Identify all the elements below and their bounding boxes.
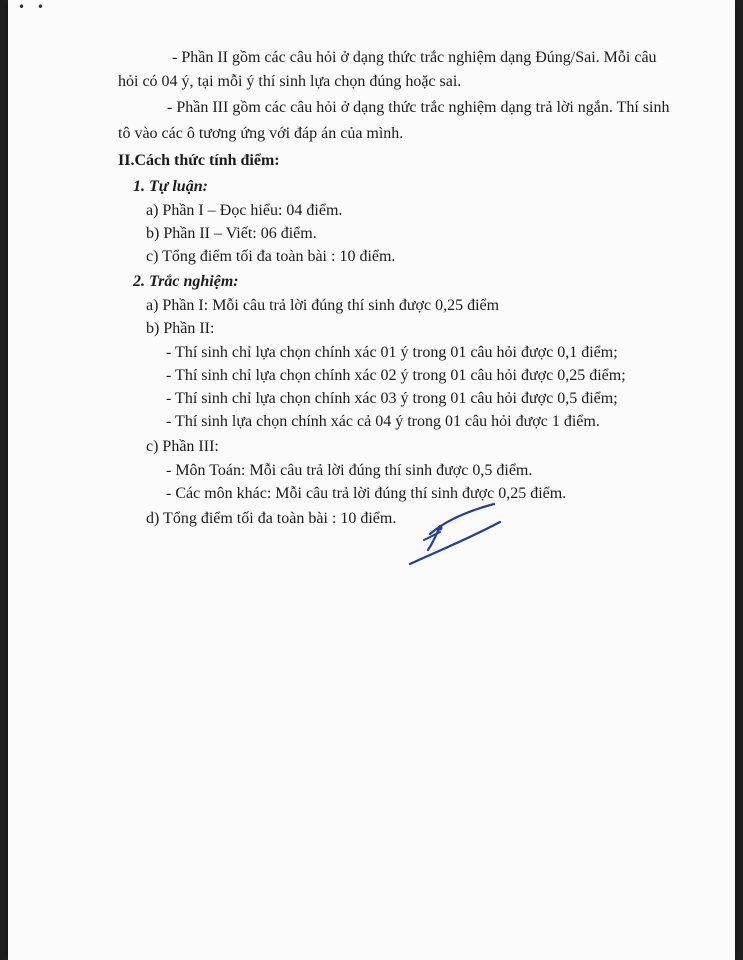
section-heading: II.Cách thức tính điểm: (118, 152, 280, 169)
essay-item-c: c) Tổng điểm tối đa toàn bài : 10 điểm. (146, 248, 396, 265)
part2-line2: hỏi có 04 ý, tại mỗi ý thí sinh lựa chọn đúng hoặc sai. (118, 73, 462, 90)
essay-item-a: a) Phần I – Đọc hiểu: 04 điểm. (146, 202, 343, 219)
mcq-c-item-2: - Các môn khác: Mỗi câu trả lời đúng thí sinh được 0,25 điểm. (166, 485, 567, 502)
scan-marks: • • (18, 0, 48, 14)
mcq-b-item-2: - Thí sinh chỉ lựa chọn chính xác 02 ý trong 01 câu hỏi được 0,25 điểm; (166, 367, 626, 384)
mcq-heading: 2. Trắc nghiệm: (133, 273, 239, 290)
mcq-c-item-1: - Môn Toán: Mỗi câu trả lời đúng thí sinh được 0,5 điểm. (166, 462, 533, 479)
signature-icon (406, 496, 516, 576)
mcq-b-item-1: - Thí sinh chỉ lựa chọn chính xác 01 ý trong 01 câu hỏi được 0,1 điểm; (166, 344, 618, 361)
essay-heading: 1. Tự luận: (133, 178, 208, 195)
document-page (8, 0, 735, 960)
part3-line2: tô vào các ô tương ứng với đáp án của mình. (118, 125, 404, 142)
essay-item-b: b) Phần II – Viết: 06 điểm. (146, 225, 317, 242)
part2-line1: - Phần II gồm các câu hỏi ở dạng thức trắc nghiệm dạng Đúng/Sai. Mỗi câu (172, 49, 657, 66)
mcq-item-a: a) Phần I: Mỗi câu trả lời đúng thí sinh được 0,25 điểm (146, 297, 500, 314)
part3-line1: - Phần III gồm các câu hỏi ở dạng thức trắc nghiệm dạng trả lời ngắn. Thí sinh (167, 99, 670, 116)
mcq-b-item-3: - Thí sinh chỉ lựa chọn chính xác 03 ý trong 01 câu hỏi được 0,5 điểm; (166, 390, 618, 407)
mcq-item-d: d) Tổng điểm tối đa toàn bài : 10 điểm. (146, 510, 397, 527)
mcq-b-item-4: - Thí sinh lựa chọn chính xác cả 04 ý trong 01 câu hỏi được 1 điểm. (166, 413, 600, 430)
mcq-item-b: b) Phần II: (146, 320, 215, 337)
mcq-item-c: c) Phần III: (146, 438, 219, 455)
